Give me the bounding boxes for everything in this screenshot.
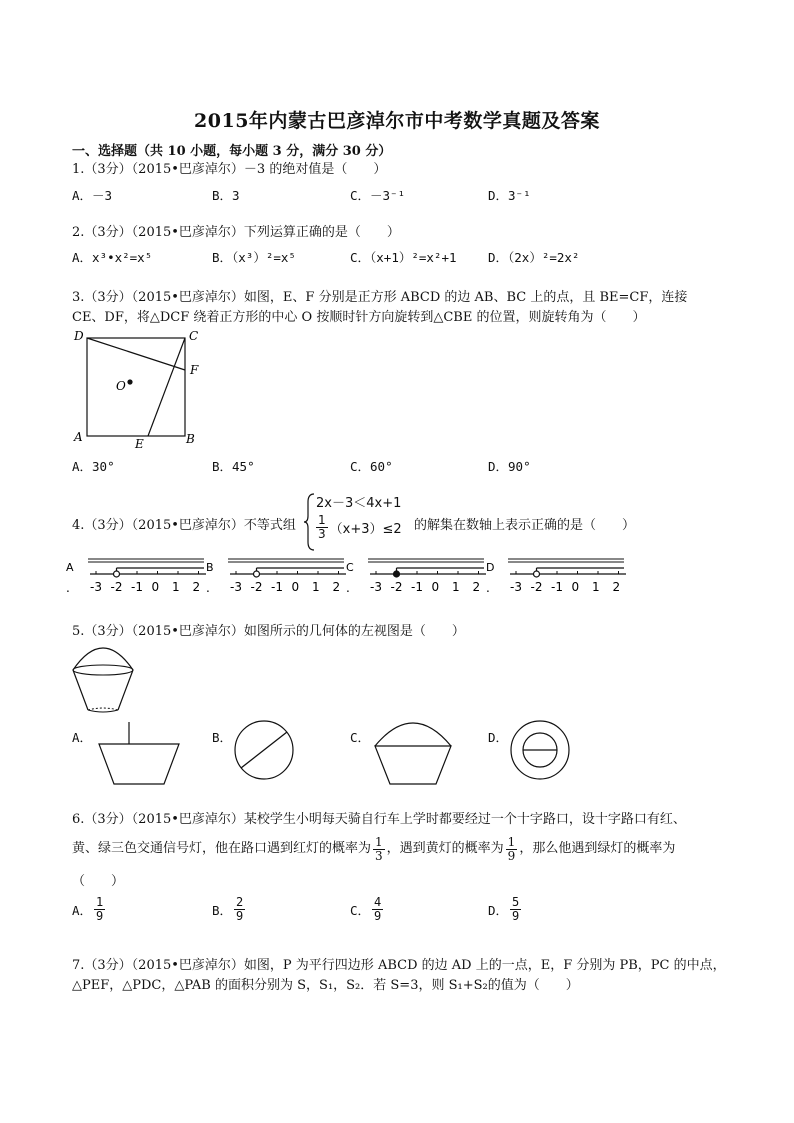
q6-text-a: 黄、绿三色交通信号灯，他在路口遇到红灯的概率为 (72, 841, 372, 856)
tick-label: 2 (192, 580, 201, 594)
number-line-option-a (66, 559, 206, 595)
question-1-stem: 1.（3分）（2015•巴彦淖尔）－3 的绝对值是（ ） (72, 162, 387, 177)
number-line-options (66, 556, 636, 598)
option-letter: B (206, 561, 214, 574)
q3-option-c: C．60° (350, 459, 393, 474)
tick-label: -1 (411, 580, 423, 594)
q5-option-d-label: D． (488, 730, 509, 745)
fraction-one-third: $\frac{1}{3}$ (318, 513, 326, 541)
tick-label: -3 (230, 580, 242, 594)
q5-option-b-figure (232, 718, 296, 782)
tick-label: 1 (452, 580, 460, 594)
question-5-stem: 5.（3分）（2015•巴彦淖尔）如图所示的几何体的左视图是（ ） (72, 624, 465, 639)
option-dot: . (486, 581, 490, 595)
q2-option-d: D．（2x）²=2x² (488, 250, 580, 265)
q1-option-d: D．3⁻¹ (488, 188, 531, 203)
inequality-system (304, 492, 414, 552)
q6-option-a: A． $\frac{1}{9}$ (72, 895, 104, 923)
q5-option-a-figure (96, 718, 182, 788)
tick-label: 0 (431, 580, 440, 594)
label-d: D (74, 329, 84, 343)
question-6-line-3: （ ） (72, 874, 125, 889)
option-dot: . (66, 581, 70, 595)
label-f: F (190, 363, 199, 377)
tick-label: -2 (250, 580, 263, 594)
q6-text-c: ，那么他遇到绿灯的概率为 (519, 841, 676, 856)
q2-option-c: C．（x+1）²=x²+1 (350, 250, 457, 265)
option-letter: D (486, 561, 495, 574)
q6-option-d: D． $\frac{5}{9}$ (488, 895, 520, 923)
inequality-2-rest: （x+3）≤2 (329, 522, 402, 537)
tick-label: -1 (271, 580, 283, 594)
question-7-line-1: 7.（3分）（2015•巴彦淖尔）如图，P 为平行四边形 ABCD 的边 AD 上的一点，E，F 分别为 PB，PC 的中点， (72, 958, 726, 973)
q5-option-b-label: B． (212, 730, 233, 745)
q6-text-b: ，遇到黄灯的概率为 (386, 841, 504, 856)
q5-option-c-label: C． (350, 730, 371, 745)
fraction-yellow-light: $\frac{1}{9}$ (507, 834, 516, 863)
q2-option-b: B．（x³）²=x⁵ (212, 250, 296, 265)
fraction-red-light: $\frac{1}{3}$ (375, 834, 383, 863)
tick-label: 1 (312, 580, 320, 594)
question-7-line-2: △PEF，△PDC，△PAB 的面积分别为 S，S₁，S₂．若 S=3，则 S₁+S₂的值为（ ） (72, 978, 579, 993)
q1-option-b: B．3 (212, 188, 240, 203)
tick-label: -3 (370, 580, 382, 594)
number-line-option-b (206, 559, 346, 595)
q5-option-d-figure (508, 718, 572, 782)
q1-option-a: A．－3 (72, 188, 113, 203)
geometry-solid-figure (70, 640, 136, 716)
number-line-option-d (486, 559, 626, 595)
tick-label: 2 (332, 580, 341, 594)
q1-option-c: C．－3⁻¹ (350, 188, 406, 203)
tick-label: 0 (151, 580, 160, 594)
tick-label: -3 (510, 580, 522, 594)
question-4-stem-end: 的解集在数轴上表示正确的是（ ） (414, 518, 636, 533)
q5-option-c-figure (370, 718, 456, 788)
page-title: 2015年内蒙古巴彦淖尔市中考数学真题及答案 (194, 110, 600, 132)
inequality-1: 2x－3＜4x+1 (316, 496, 402, 511)
label-a: A (74, 430, 83, 444)
question-3-line-1: 3.（3分）（2015•巴彦淖尔）如图，E、F 分别是正方形 ABCD 的边 AB、BC 上的点，且 BE=CF，连接 (72, 290, 688, 305)
option-letter: C (346, 561, 354, 574)
tick-label: 0 (291, 580, 300, 594)
tick-label: -2 (390, 580, 403, 594)
q2-option-a: A．x³•x²=x⁵ (72, 250, 153, 265)
label-o: O (116, 379, 126, 393)
label-e: E (135, 437, 144, 451)
tick-label: -1 (551, 580, 563, 594)
tick-label: 1 (592, 580, 600, 594)
section-heading: 一、选择题（共 10 小题，每小题 3 分，满分 30 分） (72, 144, 392, 159)
number-line-option-c (346, 559, 486, 595)
tick-label: 1 (172, 580, 180, 594)
question-6-line-2 (72, 832, 772, 866)
tick-label: 0 (571, 580, 580, 594)
q5-option-a-label: A． (72, 730, 93, 745)
tick-label: -1 (131, 580, 143, 594)
q6-option-b: B． $\frac{2}{9}$ (212, 895, 244, 923)
q3-option-d: D．90° (488, 459, 531, 474)
option-dot: . (206, 581, 210, 595)
tick-label: 2 (612, 580, 621, 594)
question-3-line-2: CE、DF，将△DCF 绕着正方形的中心 O 按顺时针方向旋转到△CBE 的位置，则旋转角为（ ） (72, 310, 646, 325)
q6-option-c: C． $\frac{4}{9}$ (350, 895, 382, 923)
label-c: C (189, 329, 199, 343)
question-6-line-1: 6.（3分）（2015•巴彦淖尔）某校学生小明每天骑自行车上学时都要经过一个十字路口，设十字路口有红、 (72, 812, 686, 827)
tick-label: -3 (90, 580, 102, 594)
label-b: B (186, 432, 195, 446)
q3-option-a: A．30° (72, 459, 115, 474)
question-4-stem-start: 4.（3分）（2015•巴彦淖尔）不等式组 (72, 518, 296, 533)
q3-option-b: B．45° (212, 459, 255, 474)
tick-label: -2 (530, 580, 543, 594)
square-figure (68, 326, 218, 452)
tick-label: 2 (472, 580, 481, 594)
question-2-stem: 2.（3分）（2015•巴彦淖尔）下列运算正确的是（ ） (72, 225, 400, 240)
option-letter: A (66, 561, 74, 574)
tick-label: -2 (110, 580, 123, 594)
option-dot: . (346, 581, 350, 595)
